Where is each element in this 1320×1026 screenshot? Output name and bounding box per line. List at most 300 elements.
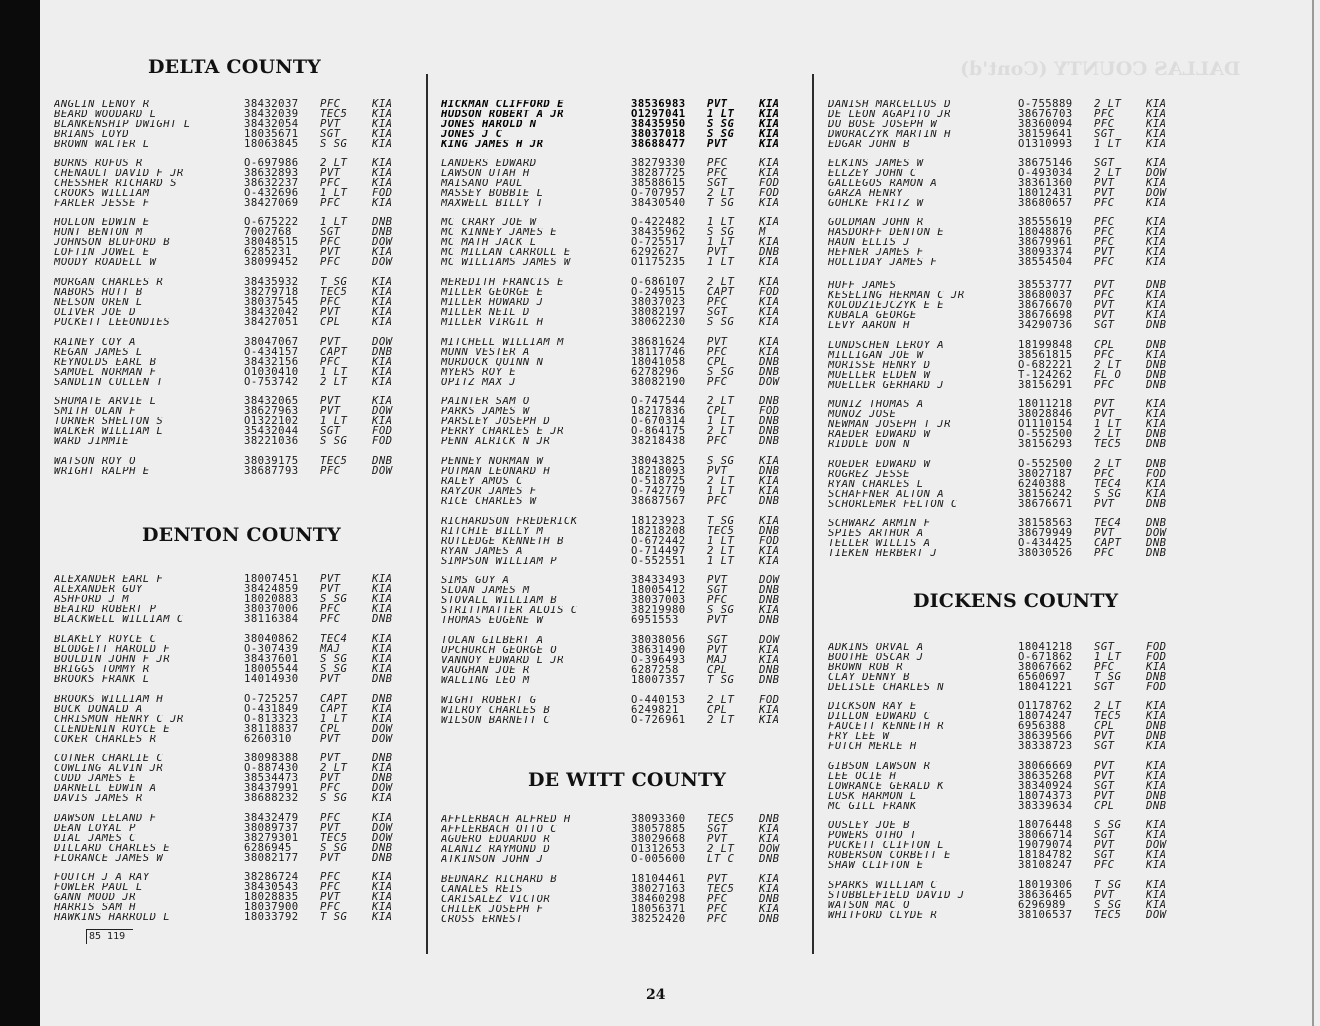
rank: 1 LT	[320, 414, 348, 427]
casualty-name: WRIGHT RALPH E	[54, 466, 150, 477]
casualty-name: CHILEK JOSEPH F	[441, 904, 544, 915]
rank: PFC	[707, 902, 728, 915]
casualty-status: FOD	[1146, 641, 1167, 653]
casualty-status: FOD	[1146, 467, 1167, 480]
casualty-status: DNB	[372, 771, 393, 784]
serial-number: 38679949	[1018, 526, 1073, 539]
serial-number: 38221036	[244, 434, 299, 447]
casualty-name: HOLLON EDWIN E	[54, 218, 150, 228]
rank: S SG	[320, 137, 348, 150]
casualty-name: UPCHURCH GEORGE O	[441, 645, 558, 656]
rank: PFC	[320, 871, 341, 883]
serial-number: 38043825	[631, 455, 686, 467]
casualty-name: DAWSON LELAND F	[54, 814, 157, 824]
casualty-row	[54, 831, 406, 844]
casualty-status: DNB	[1146, 339, 1167, 351]
casualty-row	[828, 719, 1180, 732]
serial-number: 38099452	[244, 255, 299, 268]
casualty-row	[54, 285, 406, 298]
casualty-status: KIA	[1146, 487, 1167, 500]
casualty-name: KUBALA GEORGE	[828, 310, 917, 321]
rank: S SG	[707, 117, 735, 130]
rank: 2 LT	[320, 761, 348, 774]
casualty-status: DNB	[759, 524, 780, 537]
rank: PVT	[707, 336, 728, 348]
casualty-name: STRITTMATTER ALOIS C	[441, 605, 578, 616]
casualty-status: KIA	[1146, 477, 1167, 490]
rank: PVT	[1094, 838, 1115, 851]
serial-number: 18076448	[1018, 819, 1073, 831]
casualty-status: KIA	[372, 880, 393, 893]
rank: S SG	[320, 841, 348, 854]
serial-number: O1178762	[1018, 700, 1073, 712]
casualty-status: KIA	[372, 662, 393, 675]
casualty-status: KIA	[372, 375, 393, 388]
casualty-row	[441, 107, 793, 120]
serial-number: 38089737	[244, 821, 299, 834]
county-heading: DICKENS COUNTY	[913, 590, 1119, 612]
casualty-name: BRIGGS TOMMY R	[54, 664, 150, 675]
rank: PVT	[1094, 497, 1115, 510]
casualty-row	[441, 544, 793, 557]
casualty-row	[828, 281, 1180, 291]
casualty-status: KIA	[1146, 225, 1167, 238]
casualty-row	[54, 635, 406, 645]
casualty-name: RYAN JAMES A	[441, 546, 523, 557]
serial-number: 38676698	[1018, 308, 1073, 321]
casualty-name: OLIVER JOE D	[54, 307, 136, 318]
casualty-status: DNB	[1146, 458, 1167, 470]
casualty-status: KIA	[759, 554, 780, 567]
rank: 1 LT	[707, 414, 735, 427]
casualty-row	[54, 166, 406, 179]
casualty-status: DNB	[1146, 536, 1167, 549]
casualty-group	[54, 695, 406, 744]
casualty-status: KIA	[759, 196, 780, 209]
casualty-group	[54, 278, 406, 327]
rank: CAPT	[320, 702, 348, 715]
casualty-row	[54, 602, 406, 615]
casualty-name: CHENAULT DAVID F JR	[54, 168, 184, 179]
serial-number: 38339634	[1018, 799, 1073, 812]
casualty-row	[828, 245, 1180, 258]
casualty-row	[441, 255, 793, 268]
serial-number: 38553777	[1018, 279, 1073, 291]
casualty-name: HUNT BENTON M	[54, 227, 143, 238]
casualty-status: KIA	[372, 712, 393, 725]
casualty-row	[54, 662, 406, 675]
serial-number: 38093360	[631, 813, 686, 825]
rank: FL O	[1094, 368, 1122, 381]
rank: 1 LT	[707, 107, 735, 120]
casualty-row	[441, 434, 793, 447]
casualty-status: DNB	[372, 752, 393, 764]
casualty-status: KIA	[759, 643, 780, 656]
casualty-name: MUELLER GERHARD J	[828, 380, 945, 391]
casualty-row	[828, 427, 1180, 440]
casualty-row	[828, 858, 1180, 871]
casualty-row	[828, 218, 1180, 228]
casualty-status: DOW	[372, 781, 393, 794]
rank: SGT	[320, 225, 341, 238]
casualty-group	[54, 218, 406, 267]
rank: PFC	[1094, 255, 1115, 268]
casualty-status: KIA	[759, 713, 780, 726]
casualty-status: DOW	[372, 821, 393, 834]
casualty-status: KIA	[759, 315, 780, 328]
serial-number: 7002768	[244, 225, 292, 238]
casualty-name: WATSON MAC O	[828, 900, 910, 911]
casualty-status: DNB	[1146, 378, 1167, 391]
serial-number: 19079074	[1018, 838, 1073, 851]
casualty-status: KIA	[372, 414, 393, 427]
casualty-name: COTNER CHARLIE C	[54, 754, 164, 764]
rank: PVT	[1094, 760, 1115, 772]
casualty-row	[828, 779, 1180, 792]
rank: PFC	[1094, 546, 1115, 559]
rank: TEC5	[320, 107, 348, 120]
rank: PVT	[1094, 729, 1115, 742]
rank: 2 LT	[707, 694, 735, 706]
casualty-status: KIA	[372, 365, 393, 378]
casualty-name: DWORACZYK MARTIN H	[828, 129, 951, 140]
serial-number: 18033792	[244, 910, 299, 923]
serial-number: 6278296	[631, 365, 679, 378]
casualty-name: MILLER NEIL D	[441, 307, 530, 318]
casualty-name: LANDERS EDWARD	[441, 159, 537, 169]
serial-number: 38219980	[631, 603, 686, 616]
casualty-row	[54, 434, 406, 447]
casualty-row	[441, 127, 793, 140]
casualty-row	[54, 245, 406, 258]
casualty-row	[441, 713, 793, 726]
serial-number: O-552551	[631, 554, 686, 567]
rank: PVT	[1094, 308, 1115, 321]
serial-number: O-714497	[631, 544, 686, 557]
rank: 1 LT	[1094, 417, 1122, 430]
casualty-name: ALANIZ RAYMOND D	[441, 844, 551, 855]
serial-number: O1030410	[244, 365, 299, 378]
rank: 1 LT	[707, 255, 735, 268]
casualty-name: HOLLIDAY JAMES F	[828, 257, 938, 268]
rank: PVT	[320, 672, 341, 685]
casualty-status: DNB	[759, 593, 780, 606]
serial-number: O-440153	[631, 694, 686, 706]
serial-number: 38460298	[631, 892, 686, 905]
casualty-status: DOW	[1146, 526, 1167, 539]
casualty-status: DNB	[1146, 799, 1167, 812]
casualty-row	[441, 603, 793, 616]
rank: PFC	[320, 196, 341, 209]
rank: CAPT	[320, 345, 348, 358]
casualty-row	[54, 414, 406, 427]
rank: S SG	[1094, 898, 1122, 911]
casualty-status: M	[759, 225, 766, 238]
casualty-row	[54, 305, 406, 318]
serial-number: 38039175	[244, 455, 299, 467]
casualty-row	[441, 305, 793, 318]
casualty-status: KIA	[372, 295, 393, 308]
casualty-status: DNB	[759, 245, 780, 258]
casualty-name: HEFNER JAMES F	[828, 247, 924, 258]
casualty-name: ALEXANDER EARL F	[54, 575, 164, 585]
casualty-status: KIA	[1146, 828, 1167, 841]
casualty-name: HUDSON ROBERT A JR	[441, 109, 564, 120]
casualty-row	[54, 821, 406, 834]
casualty-group	[828, 100, 1180, 149]
casualty-name: DAVIS JAMES R	[54, 793, 143, 804]
rank: PFC	[707, 434, 728, 447]
casualty-row	[441, 176, 793, 189]
casualty-name: GANN MOOD JR	[54, 892, 136, 903]
casualty-name: MAISANO PAUL	[441, 178, 523, 189]
casualty-row	[828, 298, 1180, 311]
rank: S SG	[320, 652, 348, 665]
rank: CAPT	[320, 693, 348, 705]
casualty-status: DNB	[1146, 279, 1167, 291]
casualty-status: DOW	[1146, 908, 1167, 921]
casualty-row	[54, 397, 406, 407]
casualty-status: KIA	[372, 633, 393, 645]
casualty-row	[441, 842, 793, 855]
casualty-row	[441, 166, 793, 179]
serial-number: 38066669	[1018, 760, 1073, 772]
casualty-status: KIA	[372, 245, 393, 258]
rank: PFC	[707, 494, 728, 507]
casualty-group	[441, 457, 793, 506]
serial-number: 38435962	[631, 225, 686, 238]
serial-number: 38675146	[1018, 157, 1073, 169]
serial-number: 38040862	[244, 633, 299, 645]
serial-number: 38432037	[244, 98, 299, 110]
casualty-status: DOW	[372, 336, 393, 348]
rank: SGT	[1094, 779, 1115, 792]
rank: S SG	[1094, 819, 1122, 831]
casualty-name: REYNOLDS EARL B	[54, 357, 157, 368]
casualty-group	[441, 517, 793, 566]
casualty-row	[441, 218, 793, 228]
casualty-status: DNB	[759, 583, 780, 596]
serial-number: 35432044	[244, 424, 299, 437]
rank: PFC	[707, 166, 728, 179]
rank: PFC	[707, 593, 728, 606]
rank: 1 LT	[707, 484, 735, 497]
casualty-status: DNB	[1146, 789, 1167, 802]
casualty-name: REGAN JAMES L	[54, 347, 143, 358]
rank: TEC5	[320, 285, 348, 298]
rank: CPL	[707, 404, 728, 417]
casualty-name: TIEKEN HERBERT J	[828, 548, 938, 559]
serial-number: 38639566	[1018, 729, 1073, 742]
casualty-row	[54, 722, 406, 735]
casualty-status: DOW	[759, 634, 780, 646]
casualty-row	[828, 100, 1180, 110]
rank: LT C	[707, 852, 735, 865]
casualty-group	[828, 400, 1180, 449]
casualty-status: DNB	[759, 852, 780, 865]
rank: SGT	[1094, 318, 1115, 331]
casualty-row	[54, 159, 406, 169]
casualty-status: KIA	[372, 166, 393, 179]
casualty-name: THOMAS EUGENE W	[441, 615, 544, 626]
casualty-status: KIA	[759, 873, 780, 885]
casualty-name: PENN ALRICK N JR	[441, 436, 551, 447]
casualty-status: DNB	[759, 663, 780, 676]
casualty-row	[828, 437, 1180, 450]
casualty-name: HASDORFF DENTON E	[828, 227, 945, 238]
casualty-row	[441, 663, 793, 676]
casualty-status: KIA	[1146, 216, 1167, 228]
casualty-name: VANNOY EDWARD L JR	[441, 655, 564, 666]
casualty-row	[441, 424, 793, 437]
casualty-name: RAEDER EDWARD W	[828, 429, 931, 440]
casualty-row	[441, 338, 793, 348]
rank: PVT	[320, 395, 341, 407]
casualty-status: KIA	[759, 305, 780, 318]
rank: 2 LT	[707, 395, 735, 407]
serial-number: 38340924	[1018, 779, 1073, 792]
serial-number: 38037023	[631, 295, 686, 308]
casualty-status: KIA	[372, 642, 393, 655]
casualty-row	[441, 703, 793, 716]
casualty-name: CANALES REIS	[441, 884, 523, 895]
casualty-name: RAYZOR JAMES F	[441, 486, 537, 497]
casualty-row	[828, 702, 1180, 712]
serial-number: 18028835	[244, 890, 299, 903]
casualty-group	[441, 815, 793, 864]
casualty-row	[828, 407, 1180, 420]
casualty-name: KOLODZIEJCZYK E E	[828, 300, 945, 311]
casualty-status: KIA	[1146, 660, 1167, 673]
rank: MAJ	[707, 653, 728, 666]
rank: PVT	[1094, 298, 1115, 311]
serial-number: 18019306	[1018, 879, 1073, 891]
rank: 1 LT	[707, 216, 735, 228]
rank: PVT	[707, 137, 728, 150]
casualty-name: DE LEON AGAPITO JR	[828, 109, 951, 120]
rank: S SG	[707, 127, 735, 140]
rank: PFC	[707, 375, 728, 388]
casualty-status: DOW	[372, 464, 393, 477]
serial-number: O1312653	[631, 842, 686, 855]
serial-number: O-682221	[1018, 358, 1073, 371]
casualty-row	[441, 636, 793, 646]
casualty-status: KIA	[759, 216, 780, 228]
rank: S SG	[320, 592, 348, 605]
rank: SGT	[707, 583, 728, 596]
casualty-status: KIA	[1146, 779, 1167, 792]
serial-number: 38057885	[631, 822, 686, 835]
casualty-row	[828, 670, 1180, 683]
serial-number: 38030526	[1018, 546, 1073, 559]
casualty-row	[828, 487, 1180, 500]
serial-number: 18184782	[1018, 848, 1073, 861]
casualty-row	[54, 732, 406, 745]
casualty-row	[441, 186, 793, 199]
casualty-status: KIA	[1146, 98, 1167, 110]
casualty-status: DOW	[1146, 838, 1167, 851]
casualty-name: MAXWELL BILLY T	[441, 198, 544, 209]
rank: SGT	[1094, 828, 1115, 841]
casualty-row	[441, 117, 793, 130]
serial-number: 38082177	[244, 851, 299, 864]
casualty-name: CUDD JAMES E	[54, 773, 136, 784]
casualty-name: NABORS HUTT B	[54, 287, 143, 298]
casualty-name: BLACKWELL WILLIAM C	[54, 614, 184, 625]
serial-number: 18199848	[1018, 339, 1073, 351]
casualty-name: SCHAFFNER ALTON A	[828, 489, 945, 500]
casualty-row	[441, 892, 793, 905]
rank: PFC	[320, 781, 341, 794]
casualty-status: DNB	[372, 455, 393, 467]
rank: T SG	[320, 276, 348, 288]
serial-number: O-518725	[631, 474, 686, 487]
casualty-name: HAWKINS HARROLD L	[54, 912, 171, 923]
casualty-name: PENNEY NORMAN W	[441, 457, 544, 467]
casualty-row	[828, 348, 1180, 361]
casualty-name: DANISH MARCELLUS D	[828, 100, 951, 110]
casualty-status: KIA	[759, 484, 780, 497]
serial-number: 18041221	[1018, 680, 1073, 693]
casualty-status: DNB	[1146, 358, 1167, 371]
serial-number: 38027163	[631, 882, 686, 895]
casualty-name: WHITFORD CLYDE R	[828, 910, 938, 921]
serial-number: 38338723	[1018, 739, 1073, 752]
casualty-name: MUELLER ELDEN W	[828, 370, 931, 381]
casualty-name: DELISLE CHARLES N	[828, 682, 945, 693]
scan-right-edge	[1312, 0, 1314, 1026]
serial-number: 38679961	[1018, 235, 1073, 248]
casualty-name: MC MILLAN CARROLL E	[441, 247, 571, 258]
casualty-row	[54, 642, 406, 655]
serial-number: 38159641	[1018, 127, 1073, 140]
rank: T SG	[1094, 879, 1122, 891]
casualty-status: DNB	[759, 464, 780, 477]
casualty-name: LEE OCIE H	[828, 771, 897, 782]
rank: TEC5	[320, 831, 348, 844]
casualty-name: FAUCETT KENNETH R	[828, 721, 945, 732]
rank: PVT	[707, 245, 728, 258]
casualty-row	[441, 315, 793, 328]
casualty-row	[441, 245, 793, 258]
casualty-name: WILSON BARNETT C	[441, 715, 551, 726]
casualty-name: PUCKETT CLIFTON L	[828, 840, 945, 851]
casualty-group	[54, 100, 406, 149]
serial-number: O1322102	[244, 414, 299, 427]
serial-number: 38047067	[244, 336, 299, 348]
casualty-name: RIDDLE DON N	[828, 439, 910, 450]
rank: PVT	[320, 732, 341, 745]
casualty-row	[828, 137, 1180, 150]
casualty-row	[828, 159, 1180, 169]
casualty-name: BROOKS WILLIAM H	[54, 695, 164, 705]
casualty-name: CARISALEZ VICTOR	[441, 894, 551, 905]
casualty-group	[441, 278, 793, 327]
rank: CPL	[707, 663, 728, 676]
casualty-status: KIA	[759, 474, 780, 487]
casualty-status: KIA	[372, 157, 393, 169]
casualty-group	[441, 576, 793, 625]
casualty-name: MC KINNEY JAMES E	[441, 227, 558, 238]
rank: PFC	[1094, 348, 1115, 361]
rank: T SG	[707, 196, 735, 209]
casualty-row	[441, 593, 793, 606]
serial-number: 38424859	[244, 582, 299, 595]
rank: PFC	[707, 892, 728, 905]
casualty-name: AGUERO EDUARDO R	[441, 834, 551, 845]
casualty-name: BEDNARZ RICHARD B	[441, 875, 558, 885]
rank: 1 LT	[707, 554, 735, 567]
